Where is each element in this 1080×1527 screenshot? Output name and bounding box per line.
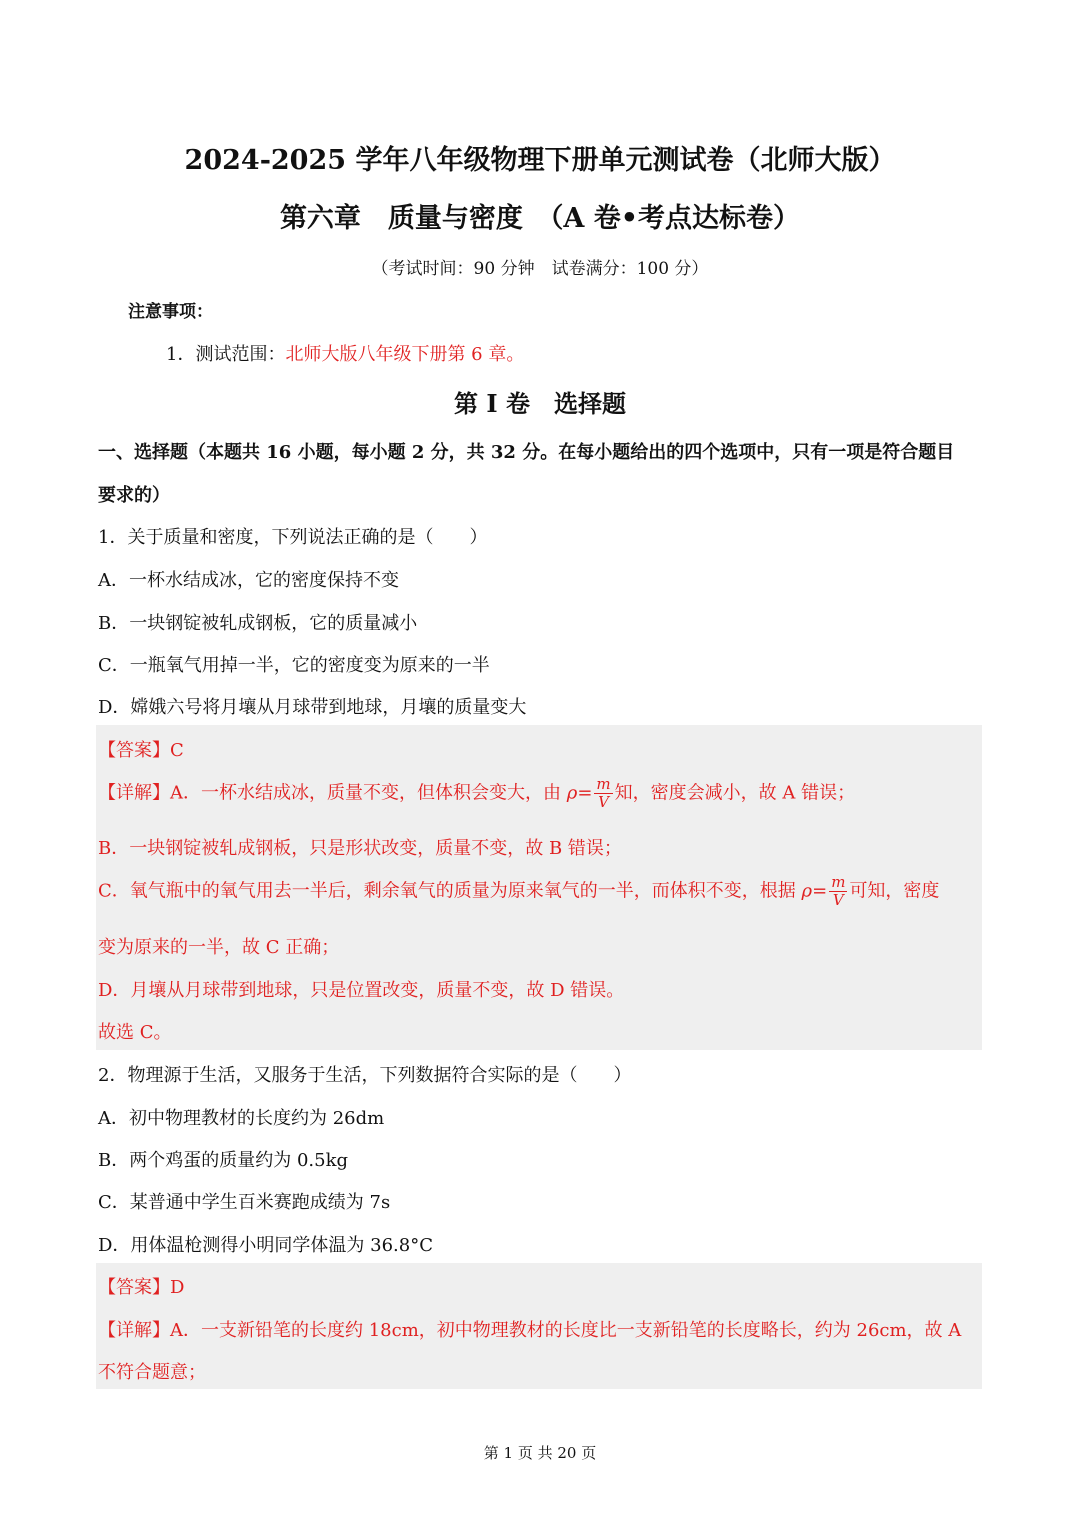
q2-detail-a1 bbox=[98, 1316, 961, 1342]
notice-heading: 注意事项： bbox=[128, 302, 213, 322]
q2-option-d: D．用体温枪测得小明同学体温为 36.8°C bbox=[98, 1235, 434, 1256]
q2-answer: 【答案】D bbox=[98, 1277, 185, 1298]
q1-detail-c-post: 可知，密度 bbox=[849, 880, 940, 902]
q1-detail-c bbox=[98, 874, 939, 909]
doc-title: 2024-2025 学年八年级物理下册单元测试卷（北师大版） bbox=[184, 145, 896, 176]
notice-item bbox=[166, 340, 524, 366]
q2-stem: 2．物理源于生活，又服务于生活，下列数据符合实际的是（ ） bbox=[98, 1065, 632, 1086]
equals-sign: = bbox=[812, 880, 828, 902]
fraction-denominator: V bbox=[832, 891, 844, 909]
density-fraction bbox=[829, 874, 847, 909]
q1-detail-a-pre: A．一杯水结成冰，质量不变，但体积会变大，由 bbox=[170, 782, 561, 804]
q1-stem: 1．关于质量和密度，下列说法正确的是（ ） bbox=[98, 527, 488, 548]
rho-symbol: ρ bbox=[566, 782, 578, 804]
q2-detail-a1-text: A．一支新铅笔的长度约 18cm，初中物理教材的长度比一支新铅笔的长度略长，约为 26cm，故 A bbox=[170, 1320, 962, 1341]
q1-option-d: D．嫦娥六号将月壤从月球带到地球，月壤的质量变大 bbox=[98, 697, 527, 718]
q1-detail-d: D．月壤从月球带到地球，只是位置改变，质量不变，故 D 错误。 bbox=[98, 980, 625, 1001]
fraction-numerator: m bbox=[831, 873, 846, 891]
q2-detail-label: 【详解】 bbox=[98, 1320, 170, 1341]
q1-option-c: C．一瓶氧气用掉一半，它的密度变为原来的一半 bbox=[98, 655, 490, 676]
q2-option-a: A．初中物理教材的长度约为 26dm bbox=[98, 1108, 385, 1129]
fraction-numerator: m bbox=[596, 775, 611, 793]
q1-detail-c-pre: C．氧气瓶中的氧气用去一半后，剩余氧气的质量为原来氧气的一半，而体积不变，根据 bbox=[98, 880, 796, 902]
page-footer: 第 1 页 共 20 页 bbox=[483, 1444, 597, 1462]
q1-conclusion: 故选 C。 bbox=[98, 1022, 172, 1043]
notice-item-prefix: 1．测试范围： bbox=[166, 344, 286, 365]
q2-option-c: C．某普通中学生百米赛跑成绩为 7s bbox=[98, 1192, 391, 1213]
part-heading-line1: 一、选择题（本题共 16 小题，每小题 2 分，共 32 分。在每小题给出的四个选项中，只有一项是符合题目 bbox=[98, 442, 955, 463]
q1-option-b: B．一块钢锭被轧成钢板，它的质量减小 bbox=[98, 613, 418, 634]
q1-detail-b: B．一块钢锭被轧成钢板，只是形状改变，质量不变，故 B 错误； bbox=[98, 838, 622, 859]
density-fraction bbox=[594, 776, 612, 811]
q1-answer: 【答案】C bbox=[98, 740, 184, 761]
notice-item-value: 北师大版八年级下册第 6 章。 bbox=[285, 344, 525, 365]
rho-symbol: ρ bbox=[801, 880, 813, 902]
exam-info: （考试时间：90 分钟 试卷满分：100 分） bbox=[371, 259, 709, 279]
doc-subtitle: 第六章 质量与密度 （A 卷•考点达标卷） bbox=[279, 203, 801, 234]
q1-detail-a-post: 知，密度会减小，故 A 错误； bbox=[614, 782, 856, 804]
q1-detail-label: 【详解】 bbox=[98, 782, 170, 804]
part-heading-line2: 要求的） bbox=[98, 485, 170, 506]
section-title: 第 I 卷 选择题 bbox=[454, 389, 626, 418]
q1-detail-a bbox=[98, 776, 855, 811]
q2-detail-a2: 不符合题意； bbox=[98, 1362, 206, 1383]
equals-sign: = bbox=[577, 782, 593, 804]
q2-option-b: B．两个鸡蛋的质量约为 0.5kg bbox=[98, 1150, 349, 1171]
q1-option-a: A．一杯水结成冰，它的密度保持不变 bbox=[98, 570, 399, 591]
fraction-denominator: V bbox=[598, 793, 609, 811]
q1-detail-c2: 变为原来的一半，故 C 正确； bbox=[98, 937, 340, 958]
